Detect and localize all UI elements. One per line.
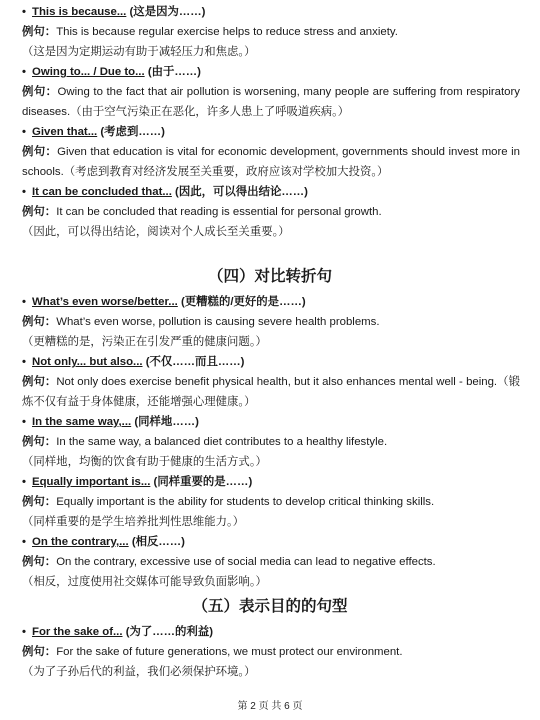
- example-text: On the contrary, excessive use of social media can lead to negative effects.: [56, 556, 436, 568]
- example-sentence: [22, 22, 520, 42]
- phrase-heading: [22, 532, 520, 552]
- phrase-heading: [22, 412, 520, 432]
- example-translation: （同样重要的是学生培养批判性思维能力。）: [22, 516, 245, 528]
- example-sentence: [22, 432, 520, 452]
- bullet: •: [22, 6, 26, 18]
- page-footer: 第 2 页 共 6 页: [237, 701, 303, 712]
- phrase-heading: [22, 472, 520, 492]
- phrase-heading: [22, 182, 520, 202]
- phrase-heading: [22, 2, 520, 22]
- example-translation: （更糟糕的是，污染正在引发严重的健康问题。）: [22, 336, 267, 348]
- phrase-meaning: (由于……): [147, 66, 201, 78]
- phrase-heading: [22, 62, 520, 82]
- bullet: •: [22, 536, 26, 548]
- example-text: What’s even worse, pollution is causing severe health problems.: [56, 316, 380, 328]
- example-translation: （因此，可以得出结论，阅读对个人成长至关重要。）: [22, 226, 290, 238]
- example-translation: （同样地，均衡的饮食有助于健康的生活方式。）: [22, 456, 267, 468]
- example-sentence: [22, 642, 520, 662]
- example-translation: （相反，过度使用社交媒体可能导致负面影响。）: [22, 576, 267, 588]
- example-label: 例句：: [22, 646, 57, 658]
- phrase-meaning: (更糟糕的/更好的是……): [180, 296, 306, 308]
- phrase-text: Not only... but also...: [32, 356, 143, 368]
- phrase-text: It can be concluded that...: [32, 186, 172, 198]
- phrase-text: What’s even worse/better...: [32, 296, 178, 308]
- phrase-heading: [22, 122, 520, 142]
- phrase-heading: [22, 622, 520, 642]
- example-label: 例句：: [22, 496, 57, 508]
- example-text: Owing to the fact that air pollution is worsening, many people are suffering from respiratory diseases.（由于空气污染正在恶化，许多人患上了呼吸道疾病。）: [22, 86, 520, 118]
- phrase-meaning: (同样重要的是……): [153, 476, 253, 488]
- phrase-heading: [22, 352, 520, 372]
- phrase-heading: [22, 292, 520, 312]
- example-label: 例句：: [22, 146, 58, 158]
- phrase-meaning: (这是因为……): [129, 6, 206, 18]
- phrase-meaning: (相反……): [131, 536, 185, 548]
- example-label: 例句：: [22, 86, 58, 98]
- phrase-meaning: (同样地……): [134, 416, 199, 428]
- bullet: •: [22, 416, 26, 428]
- phrase-text: In the same way,...: [32, 416, 132, 428]
- example-text: In the same way, a balanced diet contributes to a healthy lifestyle.: [56, 436, 388, 448]
- example-text: Given that education is vital for economic development, governments should invest more in schools.（考虑到教育对经济发展至关重要，政府应该对学校加大投资。）: [22, 146, 520, 178]
- phrase-meaning: (不仅……而且……): [145, 356, 245, 368]
- phrase-meaning: (为了……的利益): [125, 626, 214, 638]
- example-sentence: [22, 142, 520, 182]
- example-sentence: [22, 492, 520, 512]
- phrase-meaning: (考虑到……): [100, 126, 165, 138]
- example-label: 例句：: [22, 556, 57, 568]
- example-text: It can be concluded that reading is essential for personal growth.: [56, 206, 382, 218]
- example-text: Not only does exercise benefit physical health, but it also enhances mental well - being.（锻炼不仅有益于身体健康，还能增强心理健康。）: [22, 376, 520, 408]
- phrase-meaning: (因此，可以得出结论……): [175, 186, 308, 198]
- example-sentence: [22, 82, 520, 122]
- phrase-text: Equally important is...: [32, 476, 151, 488]
- example-translation: （为了子孙后代的利益，我们必须保护环境。）: [22, 666, 256, 678]
- phrase-text: Owing to... / Due to...: [32, 66, 145, 78]
- example-label: 例句：: [22, 376, 57, 388]
- bullet: •: [22, 296, 26, 308]
- bullet: •: [22, 476, 26, 488]
- phrase-text: On the contrary,...: [32, 536, 129, 548]
- phrase-text: For the sake of...: [32, 626, 123, 638]
- example-text: This is because regular exercise helps to reduce stress and anxiety.: [56, 26, 398, 38]
- example-sentence: [22, 372, 520, 412]
- phrase-text: This is because...: [32, 6, 127, 18]
- section-title: （五）表示目的的句型: [192, 598, 348, 615]
- example-sentence: [22, 552, 520, 572]
- phrase-text: Given that...: [32, 126, 98, 138]
- section-title: （四）对比转折句: [207, 268, 332, 285]
- example-sentence: [22, 202, 520, 222]
- example-text: For the sake of future generations, we must protect our environment.: [56, 646, 403, 658]
- example-text: Equally important is the ability for students to develop critical thinking skills.: [56, 496, 435, 508]
- example-label: 例句：: [22, 436, 57, 448]
- example-translation: （这是因为定期运动有助于减轻压力和焦虑。）: [22, 46, 256, 58]
- bullet: •: [22, 626, 26, 638]
- bullet: •: [22, 186, 26, 198]
- example-sentence: [22, 312, 520, 332]
- bullet: •: [22, 126, 26, 138]
- bullet: •: [22, 66, 26, 78]
- bullet: •: [22, 356, 26, 368]
- example-label: 例句：: [22, 26, 57, 38]
- example-label: 例句：: [22, 206, 57, 218]
- example-label: 例句：: [22, 316, 57, 328]
